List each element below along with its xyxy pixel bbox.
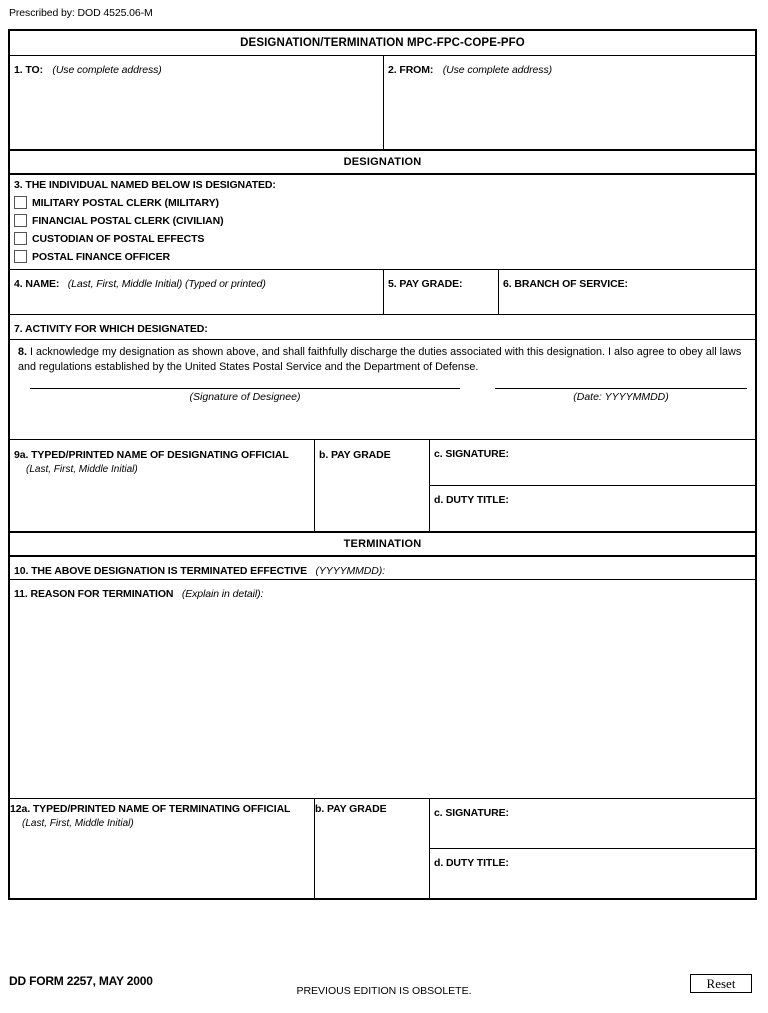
field-activity[interactable] [10,315,755,339]
item3-label: 3. THE INDIVIDUAL NAMED BELOW IS DESIGNATED: [14,179,276,191]
checkbox-label-financial-postal-clerk: FINANCIAL POSTAL CLERK (CIVILIAN) [32,214,224,227]
dd-form-2257 [8,29,757,900]
checkbox-label-custodian-postal-effects: CUSTODIAN OF POSTAL EFFECTS [32,232,205,245]
designating-official-signature-label: c. SIGNATURE: [434,448,509,460]
checkbox-military-postal-clerk[interactable] [14,196,27,209]
from-hint: (Use complete address) [442,64,552,76]
designating-official-pay-grade-label: b. PAY GRADE [319,449,391,461]
checkbox-row-postal-finance-officer[interactable] [14,250,755,263]
terminating-official-pay-grade-label: b. PAY GRADE [315,803,387,815]
acknowledgment-text-wrap [10,340,755,374]
acknowledgment-block [10,339,755,439]
terminating-official-row [10,798,755,898]
field-pay-grade[interactable] [384,270,499,314]
field-termination-reason[interactable] [10,580,755,798]
checkbox-row-custodian-postal-effects[interactable] [14,232,755,245]
checkbox-row-financial-postal-clerk[interactable] [14,214,755,227]
field-from[interactable] [384,56,755,149]
field-branch-of-service[interactable] [499,270,755,314]
termination-reason-hint: (Explain in detail): [181,588,264,600]
field-name[interactable] [10,270,384,314]
designee-date-caption: (Date: YYYYMMDD) [573,391,669,403]
item8-text: I acknowledge my designation as shown above, and shall faithfully discharge the duties associated with this designation. I also agree to obey all laws and regulations established by the United States Postal Service and the Department of Defense. [18,346,742,373]
to-from-row [10,55,755,149]
field-terminating-official-name[interactable] [10,799,315,898]
designating-official-duty-title-label: d. DUTY TITLE: [434,493,509,506]
name-label: 4. NAME: [14,278,60,290]
designating-official-signature-stack [430,440,755,531]
checkbox-label-military-postal-clerk: MILITARY POSTAL CLERK (MILITARY) [32,196,219,209]
to-label: 1. TO: [14,64,43,76]
checkbox-postal-finance-officer[interactable] [14,250,27,263]
field-to[interactable] [10,56,384,149]
field-designating-official-pay-grade[interactable] [315,440,430,531]
terminating-official-name-hint: (Last, First, Middle Initial) [22,818,134,829]
to-hint: (Use complete address) [52,64,162,76]
pay-grade-label: 5. PAY GRADE: [388,278,463,290]
designee-signature-caption: (Signature of Designee) [189,391,301,403]
name-paygrade-branch-row [10,269,755,314]
designation-section-header: DESIGNATION [10,149,755,175]
checkbox-label-postal-finance-officer: POSTAL FINANCE OFFICER [32,250,170,263]
terminating-official-signature-label: c. SIGNATURE: [434,807,509,819]
designee-signature-zone [10,374,755,439]
form-title: DESIGNATION/TERMINATION MPC-FPC-COPE-PFO [240,37,525,49]
form-footer [0,972,768,1012]
branch-of-service-label: 6. BRANCH OF SERVICE: [503,278,628,290]
prescribed-by-text: Prescribed by: DOD 4525.06-M [9,7,153,19]
termination-date-hint: (YYYYMMDD): [315,565,385,577]
field-designating-official-duty-title[interactable] [430,486,755,532]
field-designating-official-signature[interactable] [430,440,755,486]
activity-row [10,314,755,339]
designating-official-row [10,439,755,531]
activity-label: 7. ACTIVITY FOR WHICH DESIGNATED: [14,323,208,335]
field-termination-date[interactable] [10,557,755,579]
terminating-official-signature-stack [430,799,755,898]
item8-number: 8. [18,346,28,358]
previous-edition-note: PREVIOUS EDITION IS OBSOLETE. [296,985,472,997]
termination-date-label: 10. THE ABOVE DESIGNATION IS TERMINATED EFFECTIVE [14,565,308,577]
designee-signature-line[interactable] [30,388,460,389]
termination-date-row [10,557,755,579]
field-terminating-official-pay-grade[interactable] [315,799,430,898]
termination-reason-label: 11. REASON FOR TERMINATION [14,588,174,600]
checkbox-financial-postal-clerk[interactable] [14,214,27,227]
checkbox-row-military-postal-clerk[interactable] [14,196,755,209]
form-id-label: DD FORM 2257, MAY 2000 [9,974,153,988]
termination-reason-row [10,579,755,798]
from-label: 2. FROM: [388,64,434,76]
field-terminating-official-duty-title[interactable] [430,849,755,897]
designating-official-name-hint: (Last, First, Middle Initial) [26,464,138,475]
termination-section-header: TERMINATION [10,531,755,557]
designee-date-line[interactable] [495,388,747,389]
reset-button[interactable]: Reset [690,974,752,993]
name-hint: (Last, First, Middle Initial) (Typed or printed) [67,278,266,290]
terminating-official-name-label: 12a. TYPED/PRINTED NAME OF TERMINATING OFFICIAL [10,803,291,815]
designating-official-name-label: 9a. TYPED/PRINTED NAME OF DESIGNATING OFFICIAL [14,449,289,461]
checkbox-custodian-postal-effects[interactable] [14,232,27,245]
item3-block [10,175,755,269]
terminating-official-duty-title-label: d. DUTY TITLE: [434,857,509,869]
field-terminating-official-signature[interactable] [430,799,755,849]
field-designating-official-name[interactable] [10,440,315,531]
